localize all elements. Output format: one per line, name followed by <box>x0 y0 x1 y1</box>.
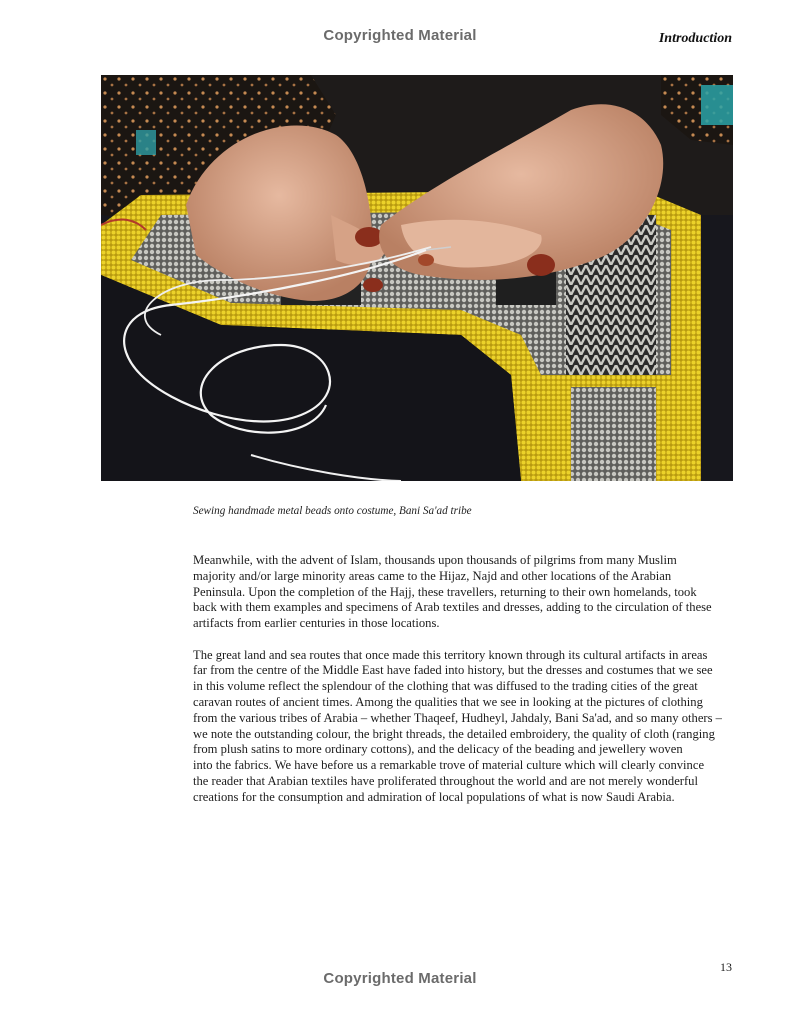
body-text <box>193 553 738 821</box>
p2-line-10: creations for the consumption and admiration of local populations of what is now Saudi Arabia. <box>193 789 675 804</box>
p1-line-5: artifacts from earlier centuries in those locations. <box>193 616 440 631</box>
watermark-top: Copyrighted Material <box>323 27 477 44</box>
p1-line-4: back with them examples and specimens of Arab textiles and dresses, adding to the circulation of these <box>193 600 712 615</box>
p2-line-5: from the various tribes of Arabia – whether Thaqeef, Hudheyl, Jahdaly, Bani Sa'ad, and so many others – <box>193 710 722 725</box>
p1-line-1: Meanwhile, with the advent of Islam, thousands upon thousands of pilgrims from many Muslim <box>193 553 677 567</box>
photo-beading-hands <box>101 75 733 481</box>
watermark-bottom: Copyrighted Material <box>323 970 477 987</box>
p2-line-7: from plush satins to more ordinary cottons), and the delicacy of the beading and jewellery woven <box>193 742 683 757</box>
figure-caption: Sewing handmade metal beads onto costume, Bani Sa'ad tribe <box>193 505 472 517</box>
p2-line-1: The great land and sea routes that once made this territory known through its cultural artifacts in areas <box>193 647 708 662</box>
paragraph-2 <box>193 648 738 806</box>
p2-line-8: into the fabrics. We have before us a remarkable trove of material culture which will clearly convince <box>193 758 705 773</box>
p1-line-3: Peninsula. Upon the completion of the Hajj, these travellers, returning to their own homelands, took <box>193 584 697 599</box>
p2-line-4: caravan routes of ancient times. Among the qualities that we see in looking at the pictures of clothing <box>193 694 703 709</box>
p2-line-2: far from the centre of the Middle East have faded into history, but the dresses and costumes that we see <box>193 663 713 678</box>
page-number: 13 <box>720 960 732 974</box>
p2-line-3: in this volume reflect the splendour of the clothing that was diffused to the trading cities of the great <box>193 679 698 694</box>
running-head: Introduction <box>658 31 732 46</box>
photo-illustration <box>101 75 733 481</box>
p1-line-2: majority and/or large minority areas came to the Hijaz, Najd and other locations of the Arabian <box>193 568 672 583</box>
p2-line-9: the reader that Arabian textiles have proliferated throughout the world and are not merely wonderful <box>193 773 698 788</box>
paragraph-1 <box>193 553 738 632</box>
p2-line-6: we note the outstanding colour, the bright threads, the detailed embroidery, the quality of cloth (ranging <box>193 726 715 741</box>
